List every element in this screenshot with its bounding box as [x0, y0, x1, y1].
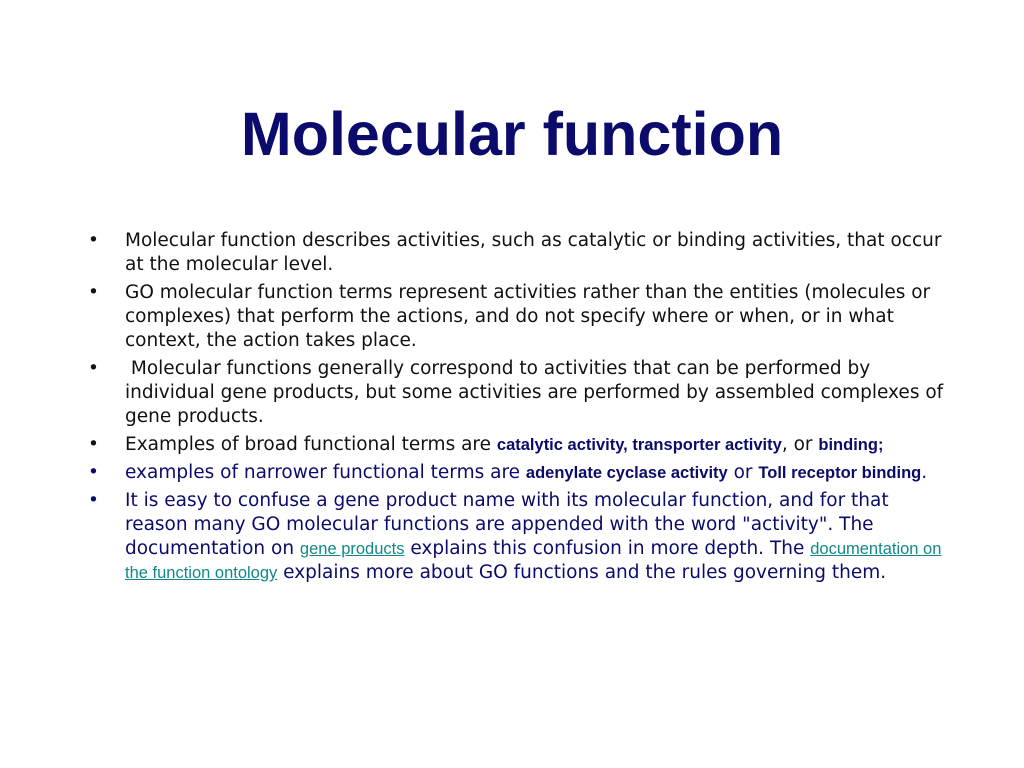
slide-title: Molecular function: [240, 100, 784, 168]
separator: ,: [623, 436, 633, 454]
bullet-marker: •: [88, 358, 99, 379]
bullet-item: [88, 229, 948, 277]
term-toll-receptor-binding: Toll receptor binding: [758, 464, 922, 482]
bullet-text: GO molecular function terms represent activities rather than the entities (molecules or complexes) that perform the actions, and do not specify where or when, or in what context, the action takes place.: [125, 282, 931, 351]
bullet-marker: •: [88, 230, 99, 251]
bullet-text: Molecular functions generally correspond to activities that can be performed by individual gene products, but some activities are performed by assembled complexes of gene products.: [125, 358, 950, 427]
bullet-marker: •: [88, 434, 99, 455]
bullet-end: ;: [877, 436, 884, 454]
bullet-item: [88, 357, 948, 429]
term-transporter-activity: transporter activity: [632, 436, 782, 454]
bullet-text: Examples of broad functional terms are: [125, 434, 497, 455]
function-ontology-doc-link[interactable]: documentation on the function ontology: [125, 540, 942, 582]
bullet-marker: •: [88, 282, 99, 303]
separator: , or: [781, 434, 819, 455]
bullet-item: [88, 281, 948, 353]
bullet-list: [88, 229, 948, 589]
gene-products-link[interactable]: gene products: [299, 540, 405, 558]
bullet-marker: •: [88, 462, 99, 483]
term-adenylate-cyclase-activity: adenylate cyclase activity: [525, 464, 728, 482]
bullet-marker: •: [88, 490, 99, 511]
bullet-text: It is easy to confuse a gene product name with its molecular function, and for that reason many GO molecular functions are appended with the word "activity". The documentation on: [125, 490, 889, 559]
term-binding: binding: [818, 436, 878, 454]
bullet-item: [88, 461, 948, 485]
bullet-text: explains this confusion in more depth. The: [404, 538, 811, 559]
separator: or: [727, 462, 759, 483]
bullet-text: Molecular function describes activities, such as catalytic or binding activities, that occur at the molecular level.: [125, 230, 942, 275]
bullet-text: explains more about GO functions and the rules governing them.: [277, 562, 887, 583]
bullet-item: [88, 433, 948, 457]
term-catalytic-activity: catalytic activity: [496, 436, 624, 454]
bullet-end: .: [921, 462, 928, 483]
bullet-item: [88, 489, 948, 585]
bullet-text: examples of narrower functional terms are: [125, 462, 526, 483]
